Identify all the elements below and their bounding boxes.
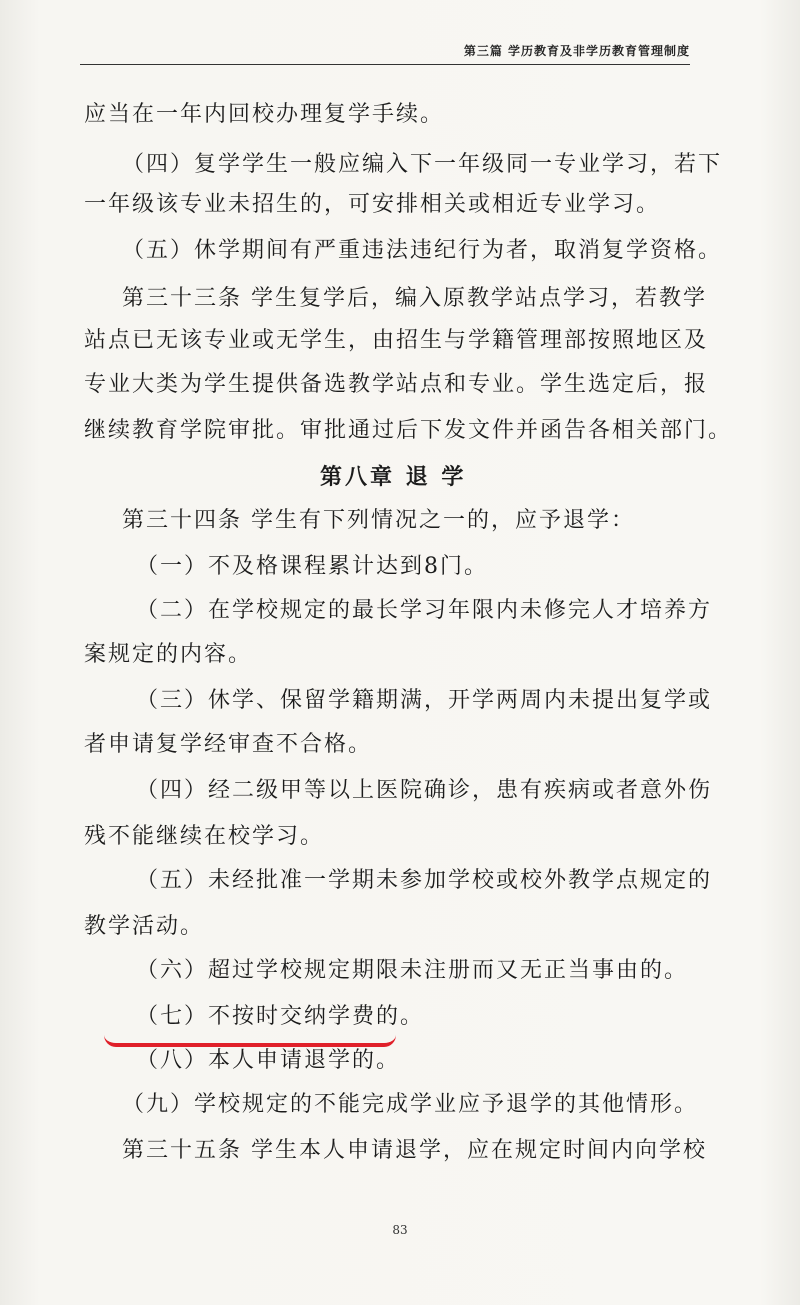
text-line: （五）休学期间有严重违法违纪行为者，取消复学资格。 bbox=[122, 238, 723, 263]
list-item: （八）本人申请退学的。 bbox=[136, 1048, 401, 1073]
list-item: （三）休学、保留学籍期满，开学两周内未提出复学或 bbox=[136, 688, 713, 713]
text-line: 者申请复学经审查不合格。 bbox=[84, 732, 373, 757]
running-header: 第三篇 学历教育及非学历教育管理制度 bbox=[463, 44, 690, 58]
text-line: 案规定的内容。 bbox=[84, 642, 253, 667]
text-line: （四）复学学生一般应编入下一年级同一专业学习，若下 bbox=[122, 152, 723, 177]
text-line: 站点已无该专业或无学生，由招生与学籍管理部按照地区及 bbox=[84, 328, 709, 353]
text-line: 一年级该专业未招生的，可安排相关或相近专业学习。 bbox=[84, 192, 661, 217]
page-number: 83 bbox=[392, 1223, 408, 1237]
article-33-line: 第三十三条 学生复学后，编入原教学站点学习，若教学 bbox=[122, 286, 707, 311]
list-item: （二）在学校规定的最长学习年限内未修完人才培养方 bbox=[136, 598, 713, 623]
list-item: （一）不及格课程累计达到8门。 bbox=[136, 554, 488, 579]
list-item: （四）经二级甲等以上医院确诊，患有疾病或者意外伤 bbox=[136, 778, 713, 803]
list-item: （九）学校规定的不能完成学业应予退学的其他情形。 bbox=[122, 1092, 699, 1117]
header-rule bbox=[80, 64, 690, 65]
list-item-highlighted: （七）不按时交纳学费的。 bbox=[136, 1004, 425, 1029]
red-underline-annotation bbox=[104, 1035, 396, 1047]
text-line: 教学活动。 bbox=[84, 914, 205, 939]
chapter-heading: 第八章 退 学 bbox=[320, 464, 467, 490]
article-35-line: 第三十五条 学生本人申请退学，应在规定时间内向学校 bbox=[122, 1138, 707, 1163]
text-line: 残不能继续在校学习。 bbox=[84, 824, 325, 849]
text-line: 应当在一年内回校办理复学手续。 bbox=[84, 102, 445, 127]
text-line: 专业大类为学生提供备选教学站点和专业。学生选定后，报 bbox=[84, 372, 709, 397]
list-item: （五）未经批准一学期未参加学校或校外教学点规定的 bbox=[136, 868, 713, 893]
text-line: 继续教育学院审批。审批通过后下发文件并函告各相关部门。 bbox=[84, 418, 733, 443]
list-item: （六）超过学校规定期限未注册而又无正当事由的。 bbox=[136, 958, 689, 983]
article-34-line: 第三十四条 学生有下列情况之一的，应予退学： bbox=[122, 508, 635, 533]
